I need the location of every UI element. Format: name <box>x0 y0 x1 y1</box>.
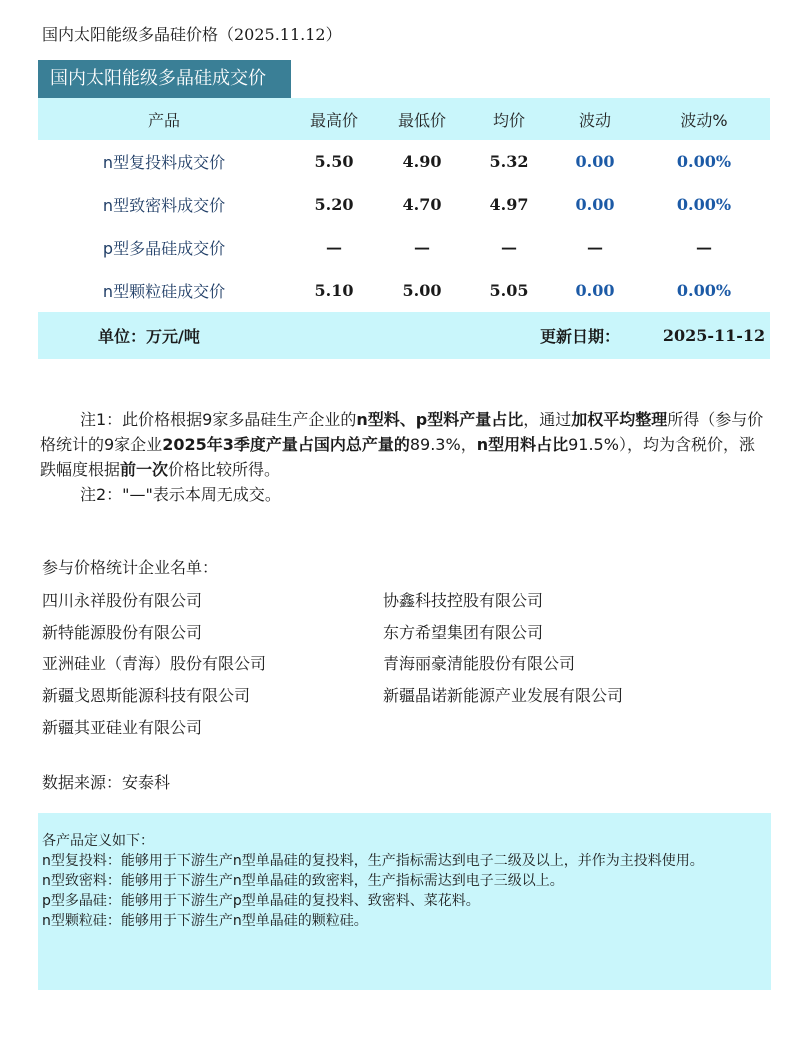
high-price: 5.20 <box>314 195 354 214</box>
change-percent: 0.00% <box>676 195 732 214</box>
definition-item: n型颗粒硅：能够用于下游生产n型单晶硅的颗粒硅。 <box>42 913 368 929</box>
low-price: — <box>414 238 430 257</box>
low-price: 5.00 <box>402 281 442 300</box>
table-caption: 国内太阳能级多晶硅成交价 <box>38 60 291 98</box>
note-emphasis: 加权平均整理 <box>571 410 668 429</box>
note-text: ，均为含税价，涨跌幅度根据 <box>40 435 755 479</box>
notes-section <box>40 407 770 507</box>
change-value: — <box>587 238 603 257</box>
note-emphasis: n型用料占比 <box>476 435 569 454</box>
table-row <box>38 140 770 183</box>
high-price: — <box>326 238 342 257</box>
document-title: 国内太阳能级多晶硅价格（2025.11.12） <box>42 25 342 44</box>
note-emphasis: n型料、p型料产量占比 <box>356 410 524 429</box>
company-item: 东方希望集团有限公司 <box>383 623 544 642</box>
low-price: 4.70 <box>402 195 442 214</box>
note-1 <box>40 407 770 482</box>
update-date-label: 更新日期： <box>540 327 621 346</box>
company-item: 新特能源股份有限公司 <box>42 623 203 642</box>
note-emphasis: 前一次 <box>120 460 169 479</box>
change-value: 0.00 <box>575 152 615 171</box>
note-text: 价格比较所得。 <box>168 460 281 479</box>
table-row <box>38 269 770 312</box>
avg-price: 5.05 <box>489 281 529 300</box>
change-percent: 0.00% <box>676 152 732 171</box>
definitions-box <box>38 813 771 990</box>
header-product: 产品 <box>147 110 180 130</box>
avg-price: 5.32 <box>489 152 529 171</box>
avg-price: — <box>501 238 517 257</box>
product-name: n型复投料成交价 <box>102 153 226 172</box>
table-footer <box>38 312 770 359</box>
definition-item: n型复投料：能够用于下游生产n型单晶硅的复投料，生产指标需达到电子二级及以上，并作为主投料使用。 <box>42 853 704 869</box>
high-price: 5.50 <box>314 152 354 171</box>
header-low: 最低价 <box>397 110 446 130</box>
company-list-title: 参与价格统计企业名单： <box>42 558 219 577</box>
note-text: 注1：此价格根据9家多晶硅生产企业的 <box>80 410 357 429</box>
header-avg: 均价 <box>492 110 525 130</box>
change-value: 0.00 <box>575 195 615 214</box>
header-change-pct: 波动% <box>680 110 728 130</box>
definition-item: n型致密料：能够用于下游生产n型单晶硅的致密料，生产指标需达到电子三级以上。 <box>42 873 564 889</box>
company-item: 新疆戈恩斯能源科技有限公司 <box>42 686 251 705</box>
low-price: 4.90 <box>402 152 442 171</box>
update-date: 2025-11-12 <box>662 326 766 345</box>
company-item: 协鑫科技控股有限公司 <box>383 591 544 610</box>
company-item: 新疆晶诺新能源产业发展有限公司 <box>383 686 624 705</box>
note-emphasis: 2025年3季度产量占国内总产量的 <box>162 435 410 454</box>
product-name: p型多晶硅成交价 <box>102 239 226 258</box>
note-text: 89.3%， <box>409 435 477 454</box>
company-item: 亚洲硅业（青海）股份有限公司 <box>42 654 267 673</box>
avg-price: 4.97 <box>489 195 529 214</box>
unit-label: 单位：万元/吨 <box>98 327 200 346</box>
header-high: 最高价 <box>309 110 358 130</box>
table-row <box>38 226 770 269</box>
change-percent: 0.00% <box>676 281 732 300</box>
table-header-row <box>38 98 770 140</box>
change-value: 0.00 <box>575 281 615 300</box>
product-name: n型致密料成交价 <box>102 196 226 215</box>
note-text: 所得（参与价格统计的9家企业 <box>40 410 764 454</box>
header-change: 波动 <box>578 110 611 130</box>
product-name: n型颗粒硅成交价 <box>102 282 226 301</box>
change-percent: — <box>696 238 712 257</box>
note-text: ，通过 <box>523 410 572 429</box>
price-table <box>38 98 770 359</box>
definition-item: p型多晶硅：能够用于下游生产p型单晶硅的复投料、致密料、菜花料。 <box>42 893 480 909</box>
high-price: 5.10 <box>314 281 354 300</box>
note-2: 注2："—"表示本周无成交。 <box>80 485 281 504</box>
definitions-title: 各产品定义如下： <box>42 833 154 849</box>
data-source: 数据来源：安泰科 <box>42 773 171 792</box>
note-text: 91.5%） <box>568 435 627 454</box>
company-item: 四川永祥股份有限公司 <box>42 591 203 610</box>
company-item: 新疆其亚硅业有限公司 <box>42 718 203 737</box>
table-row <box>38 183 770 226</box>
company-item: 青海丽豪清能股份有限公司 <box>383 654 576 673</box>
